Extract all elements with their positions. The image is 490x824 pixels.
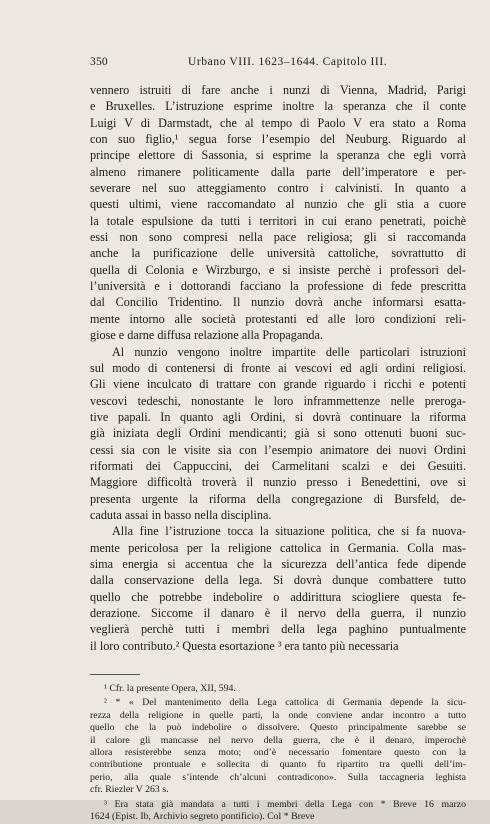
footnote-line: allora resisterebbe senza moto; ond’è necessario fomentare questo con la bbox=[90, 747, 466, 759]
text-line: principe elettore di Sassonia, si esprime la speranza che egli vorrà bbox=[90, 148, 466, 163]
text-line: l’università e i dottorandi facciano la professione di fede prescritta bbox=[90, 279, 466, 294]
footnote bbox=[90, 799, 466, 824]
text-line: vennero istruiti di fare anche i nunzi di Vienna, Madrid, Parigi bbox=[90, 83, 466, 97]
page-number: 350 bbox=[90, 56, 108, 68]
text-line: mente intorno alle società protestanti ed alle loro condizioni reli- bbox=[90, 311, 466, 326]
footnote-line: perio, alla quale s’intende ch’alcuni contradicono». Sulla taccagneria leghista bbox=[90, 771, 466, 783]
text-line: cessi sia con le visite sia con l’esempio animatore dei nuovi Ordini bbox=[90, 442, 466, 457]
text-line: presenta urgente la riforma della congregazione di Bursfeld, de- bbox=[90, 491, 466, 506]
text-line: quella di Colonia e Wirzburgo, e si insiste perchè i professori del- bbox=[90, 262, 466, 277]
text-line: anche la purificazione delle università cattoliche, sovrattutto di bbox=[90, 246, 466, 261]
text-line: dal Concilio Tridentino. Il nunzio dovrà anche informarsi esatta- bbox=[90, 295, 466, 310]
text-line: riformati dei Cappuccini, dei Carmelitani scalzi e dei Gesuiti. bbox=[90, 458, 466, 473]
text-line: almeno rimanere politicamente dalla parte dell’imperatore e per- bbox=[90, 164, 466, 179]
text-line: mente pericolosa per la religione cattolica in Germania. Colla mas- bbox=[90, 540, 466, 555]
footnote bbox=[90, 683, 466, 695]
text-line: Maggiore difficoltà troverà il nunzio presso i Benedettini, ove si bbox=[90, 475, 466, 490]
text-line: la totale espulsione da tutti i territori in cui erano penetrati, poichè bbox=[90, 213, 466, 228]
paragraph bbox=[90, 82, 466, 344]
text-line: sul modo di contenersi di fronte ai vescovi ed agli ordini religiosi. bbox=[90, 360, 466, 375]
text-line: già iniziata degli Ordini mendicanti; già si sono ottenuti buoni suc- bbox=[90, 426, 466, 441]
footnote-line: contributione prontuale e sollecita di quanto fu ripartito tra quelli dell’im- bbox=[90, 759, 466, 771]
footnote-line: rezza della religione in quelle parti, la onde conviene andar incontro a tutto bbox=[90, 709, 466, 721]
main-text bbox=[90, 82, 466, 654]
footnote-rule bbox=[90, 674, 140, 675]
text-line: Luigi V di Darmstadt, che al tempo di Paolo V era stato a Roma bbox=[90, 115, 466, 130]
text-line: derazione. Siccome il danaro è il nervo della guerra, il nunzio bbox=[90, 606, 466, 620]
text-line: giose e darne diffusa relazione alla Propaganda. bbox=[90, 328, 323, 343]
text-line: vescovi tedeschi, nonostante le loro inframmettenze nelle preroga- bbox=[90, 393, 466, 408]
footnote-line: quello che la può indebolire o dissolvere. Questo principalmente sarebbe se bbox=[90, 722, 466, 734]
text-line: sima energia si accentua che la sicurezza dell’antica fede dipende bbox=[90, 556, 466, 571]
text-line: dalla conservazione della lega. Si dovrà dunque combattere tutto bbox=[90, 573, 466, 588]
footnote-line: ³ Era stata già mandata a tutti i membri della Lega con * Breve 16 marzo bbox=[104, 798, 466, 810]
text-line: veglierà perchè tutti i membri della lega paghino puntualmente bbox=[90, 622, 466, 637]
text-line: severare nel suo atteggiamento contro i calvinisti. In quanto a bbox=[90, 181, 466, 196]
footnote bbox=[90, 697, 466, 796]
text-line: Gli viene inculcato di trattare con grande riguardo i ricchi e potenti bbox=[90, 377, 466, 392]
paragraph bbox=[90, 344, 466, 524]
footnote-line: ² * « Del mantenimento della Lega cattolica di Germania depende la sicu- bbox=[104, 697, 466, 709]
text-line: Al nunzio vengono inoltre impartite delle particolari istruzioni bbox=[112, 344, 466, 359]
footnotes bbox=[90, 683, 466, 823]
text-line: questi ultimi, viene raccomandato al nunzio che gli stia a cuore bbox=[90, 197, 466, 212]
text-line: Alla fine l’istruzione tocca la situazione politica, che si fa nuova- bbox=[112, 524, 466, 539]
paragraph bbox=[90, 523, 466, 654]
text-line: quello che potrebbe indebolire o addirittura sciogliere questa fe- bbox=[90, 589, 466, 604]
text-line: caduta assai in basso nella disciplina. bbox=[90, 507, 272, 522]
footnote-line: il calore gli mancasse nel nervo della guerra, che è il denaro, imperochè bbox=[90, 734, 466, 746]
footnote-line: 1624 (Epist. Ib, Archivio segreto pontificio). Col * Breve bbox=[90, 811, 315, 823]
text-line: tive papali. In quanto agli Ordini, si dovrà continuare la riforma bbox=[90, 409, 466, 424]
text-line: essi non sono compresi nella pace religiosa; gli si raccomanda bbox=[90, 230, 466, 245]
running-title: Urbano VIII. 1623–1644. Capitolo III. bbox=[188, 56, 388, 68]
footnote-line: ¹ Cfr. la presente Opera, XII, 594. bbox=[104, 683, 236, 695]
footnote-line: cfr. Riezler V 263 s. bbox=[90, 784, 169, 796]
text-line: e Bruxelles. L’istruzione esprime inoltre la speranza che il conte bbox=[90, 99, 466, 114]
page-header bbox=[90, 56, 466, 68]
text-line: con suo figlio,¹ segua forse l’esempio del Neuburg. Riguardo al bbox=[90, 132, 466, 147]
text-line: il loro contributo.² Questa esortazione ³ era tanto più necessaria bbox=[90, 638, 399, 653]
